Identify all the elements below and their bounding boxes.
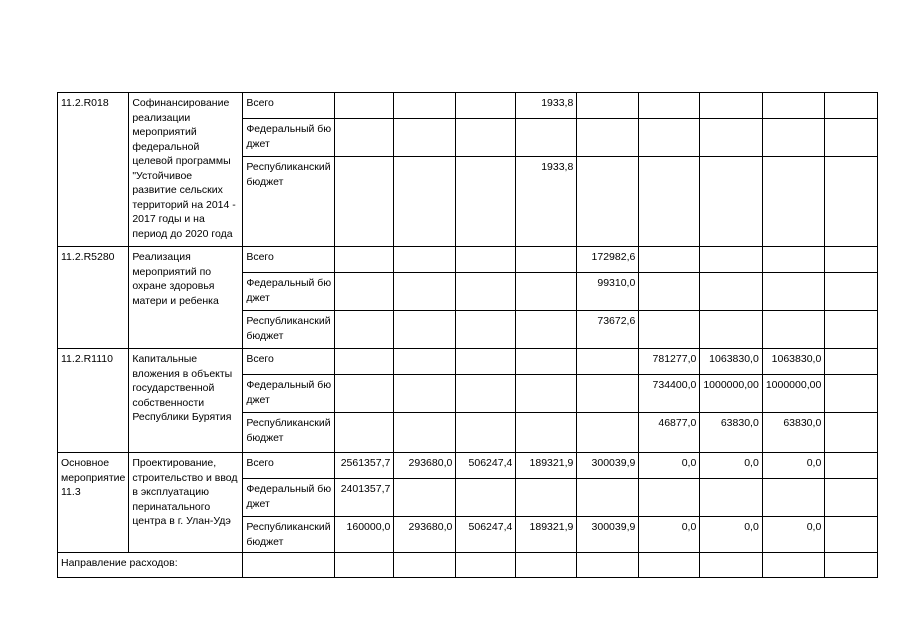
value-cell xyxy=(516,413,577,453)
value-cell xyxy=(335,247,394,273)
value-cell xyxy=(825,349,878,375)
value-cell xyxy=(639,247,700,273)
value-cell xyxy=(394,273,456,311)
value-cell xyxy=(700,247,762,273)
value-cell xyxy=(394,413,456,453)
empty-cell xyxy=(825,553,878,578)
value-cell xyxy=(394,247,456,273)
value-cell xyxy=(825,247,878,273)
value-cell xyxy=(700,119,762,157)
value-cell xyxy=(335,311,394,349)
value-cell xyxy=(516,349,577,375)
value-cell xyxy=(825,375,878,413)
value-cell: 1933,8 xyxy=(516,93,577,119)
table-body xyxy=(58,93,878,578)
value-cell: 293680,0 xyxy=(394,517,456,553)
value-cell: 734400,0 xyxy=(639,375,700,413)
value-cell xyxy=(516,311,577,349)
event-code-cell: 11.2.R5280 xyxy=(58,247,129,349)
value-cell xyxy=(335,157,394,247)
value-cell: 189321,9 xyxy=(516,453,577,479)
value-cell xyxy=(456,93,516,119)
event-name-cell: Капитальные вложения в объекты государственной собственности Республики Бурятия xyxy=(129,349,243,453)
value-cell xyxy=(762,247,824,273)
value-cell xyxy=(394,479,456,517)
value-cell xyxy=(335,349,394,375)
funding-source-cell: Республиканский бюджет xyxy=(243,311,335,349)
table-row xyxy=(58,247,878,273)
event-code-cell: 11.2.R018 xyxy=(58,93,129,247)
event-name-cell: Реализация мероприятий по охране здоровья матери и ребенка xyxy=(129,247,243,349)
value-cell xyxy=(700,157,762,247)
value-cell xyxy=(394,311,456,349)
value-cell: 506247,4 xyxy=(456,517,516,553)
event-code-cell: Основное мероприятие 11.3 xyxy=(58,453,129,553)
value-cell xyxy=(825,157,878,247)
value-cell xyxy=(700,311,762,349)
value-cell xyxy=(762,273,824,311)
value-cell xyxy=(700,93,762,119)
value-cell xyxy=(762,93,824,119)
value-cell xyxy=(456,311,516,349)
empty-cell xyxy=(577,553,639,578)
value-cell: 73672,6 xyxy=(577,311,639,349)
value-cell: 1063830,0 xyxy=(700,349,762,375)
value-cell xyxy=(825,517,878,553)
table-row xyxy=(58,93,878,119)
value-cell xyxy=(577,375,639,413)
value-cell xyxy=(516,375,577,413)
value-cell xyxy=(825,119,878,157)
value-cell xyxy=(456,375,516,413)
value-cell xyxy=(825,311,878,349)
event-name-cell: Проектирование, строительство и ввод в эксплуатацию перинатального центра в г. Улан-Удэ xyxy=(129,453,243,553)
value-cell xyxy=(456,157,516,247)
value-cell xyxy=(456,273,516,311)
value-cell: 189321,9 xyxy=(516,517,577,553)
value-cell xyxy=(577,93,639,119)
empty-cell xyxy=(456,553,516,578)
funding-source-cell: Всего xyxy=(243,247,335,273)
value-cell xyxy=(639,273,700,311)
value-cell: 0,0 xyxy=(700,517,762,553)
value-cell: 0,0 xyxy=(700,453,762,479)
value-cell xyxy=(639,157,700,247)
budget-table xyxy=(57,92,878,578)
value-cell: 293680,0 xyxy=(394,453,456,479)
value-cell: 1063830,0 xyxy=(762,349,824,375)
funding-source-cell: Всего xyxy=(243,453,335,479)
funding-source-cell: Республиканский бюджет xyxy=(243,517,335,553)
value-cell: 300039,9 xyxy=(577,517,639,553)
value-cell xyxy=(639,311,700,349)
value-cell xyxy=(577,157,639,247)
value-cell: 46877,0 xyxy=(639,413,700,453)
value-cell xyxy=(394,375,456,413)
value-cell xyxy=(700,273,762,311)
value-cell: 781277,0 xyxy=(639,349,700,375)
empty-cell xyxy=(243,553,335,578)
event-code-cell: 11.2.R1110 xyxy=(58,349,129,453)
value-cell xyxy=(825,93,878,119)
empty-cell xyxy=(639,553,700,578)
value-cell xyxy=(762,157,824,247)
value-cell xyxy=(456,119,516,157)
value-cell xyxy=(456,247,516,273)
value-cell xyxy=(394,157,456,247)
table-row xyxy=(58,553,878,578)
funding-source-cell: Всего xyxy=(243,93,335,119)
funding-source-cell: Федеральный бюджет xyxy=(243,479,335,517)
funding-source-cell: Федеральный бюджет xyxy=(243,375,335,413)
event-name-cell: Софинансирование реализации мероприятий федеральной целевой программы "Устойчивое развитие сельских территорий на 2014 - 2017 годы и на период до 2020 года xyxy=(129,93,243,247)
table-row xyxy=(58,453,878,479)
value-cell: 99310,0 xyxy=(577,273,639,311)
funding-source-cell: Федеральный бюджет xyxy=(243,119,335,157)
value-cell xyxy=(516,273,577,311)
value-cell xyxy=(335,273,394,311)
value-cell: 2561357,7 xyxy=(335,453,394,479)
empty-cell xyxy=(394,553,456,578)
value-cell: 2401357,7 xyxy=(335,479,394,517)
value-cell: 300039,9 xyxy=(577,453,639,479)
value-cell xyxy=(577,349,639,375)
value-cell: 63830,0 xyxy=(700,413,762,453)
funding-source-cell: Республиканский бюджет xyxy=(243,413,335,453)
value-cell xyxy=(762,479,824,517)
value-cell: 1000000,00 xyxy=(700,375,762,413)
value-cell: 0,0 xyxy=(762,453,824,479)
value-cell xyxy=(335,413,394,453)
value-cell xyxy=(394,93,456,119)
value-cell xyxy=(577,119,639,157)
value-cell xyxy=(639,479,700,517)
value-cell xyxy=(639,119,700,157)
funding-source-cell: Федеральный бюджет xyxy=(243,273,335,311)
value-cell xyxy=(516,247,577,273)
value-cell xyxy=(394,119,456,157)
funding-source-cell: Всего xyxy=(243,349,335,375)
value-cell: 506247,4 xyxy=(456,453,516,479)
value-cell xyxy=(825,273,878,311)
expense-direction-label: Направление расходов: xyxy=(58,553,243,578)
value-cell xyxy=(825,453,878,479)
value-cell xyxy=(456,413,516,453)
funding-source-cell: Республиканский бюджет xyxy=(243,157,335,247)
value-cell: 1933,8 xyxy=(516,157,577,247)
value-cell: 0,0 xyxy=(639,517,700,553)
value-cell xyxy=(394,349,456,375)
value-cell xyxy=(700,479,762,517)
value-cell xyxy=(577,479,639,517)
value-cell xyxy=(335,119,394,157)
value-cell xyxy=(335,93,394,119)
value-cell: 0,0 xyxy=(762,517,824,553)
value-cell xyxy=(825,413,878,453)
empty-cell xyxy=(762,553,824,578)
value-cell xyxy=(516,479,577,517)
empty-cell xyxy=(516,553,577,578)
value-cell xyxy=(825,479,878,517)
table-row xyxy=(58,349,878,375)
value-cell: 63830,0 xyxy=(762,413,824,453)
value-cell xyxy=(456,479,516,517)
empty-cell xyxy=(700,553,762,578)
value-cell xyxy=(762,119,824,157)
value-cell: 0,0 xyxy=(639,453,700,479)
value-cell xyxy=(577,413,639,453)
value-cell xyxy=(762,311,824,349)
value-cell xyxy=(516,119,577,157)
value-cell: 160000,0 xyxy=(335,517,394,553)
empty-cell xyxy=(335,553,394,578)
value-cell xyxy=(456,349,516,375)
value-cell xyxy=(335,375,394,413)
value-cell: 1000000,00 xyxy=(762,375,824,413)
value-cell: 172982,6 xyxy=(577,247,639,273)
value-cell xyxy=(639,93,700,119)
